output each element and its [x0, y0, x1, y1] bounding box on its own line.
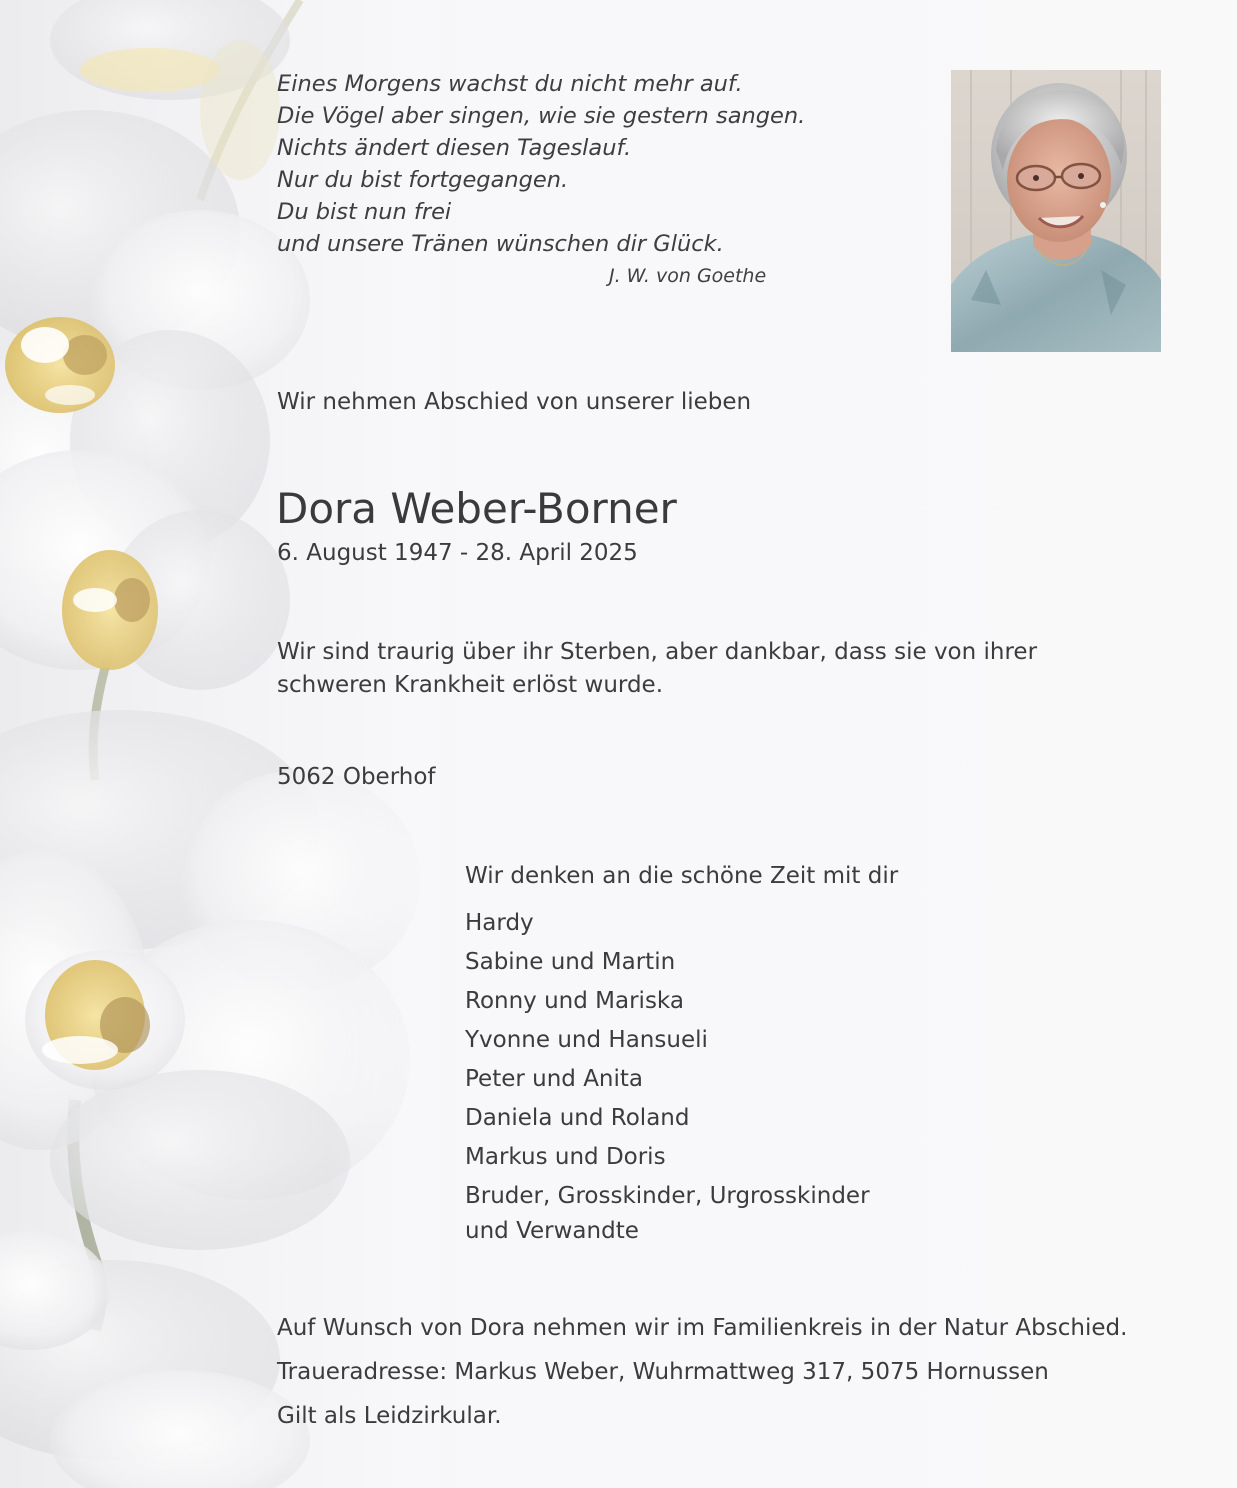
- poem-line: Nur du bist fortgegangen.: [277, 167, 569, 193]
- mourner-name: Yvonne und Hansueli: [465, 1027, 708, 1053]
- life-dates: 6. August 1947 - 28. April 2025: [277, 540, 638, 566]
- mourner-name: Sabine und Martin: [465, 949, 676, 975]
- statement-line: Wir sind traurig über ihr Sterben, aber dankbar, dass sie von ihrer: [277, 639, 1038, 665]
- mourner-name: Hardy: [465, 910, 534, 936]
- mourner-name: Daniela und Roland: [465, 1105, 690, 1131]
- statement: [277, 636, 1037, 702]
- mourner-name: Peter und Anita: [465, 1066, 644, 1092]
- mourning-address: Traueradresse: Markus Weber, Wuhrmattweg 317, 5075 Hornussen: [277, 1359, 1049, 1385]
- poem-line: Die Vögel aber singen, wie sie gestern sangen.: [277, 103, 806, 129]
- circular-note: Gilt als Leidzirkular.: [277, 1403, 502, 1429]
- mourners-list: [465, 860, 898, 1247]
- deceased-name: Dora Weber-Borner: [276, 484, 677, 533]
- mourner-name: Ronny und Mariska: [465, 988, 684, 1014]
- poem-line: Nichts ändert diesen Tageslauf.: [277, 135, 632, 161]
- farewell-note: Auf Wunsch von Dora nehmen wir im Familienkreis in der Natur Abschied.: [277, 1315, 1128, 1341]
- statement-line: schweren Krankheit erlöst wurde.: [277, 672, 664, 698]
- poem-line: und unsere Tränen wünschen dir Glück.: [277, 231, 724, 257]
- place: 5062 Oberhof: [277, 764, 436, 790]
- poem-line: Du bist nun frei: [277, 199, 452, 225]
- poem-author: J. W. von Goethe: [609, 265, 767, 287]
- mourners-lead: Wir denken an die schöne Zeit mit dir: [465, 863, 899, 889]
- portrait-photo: [951, 70, 1161, 352]
- poem: [277, 68, 805, 260]
- portrait-illustration: [951, 70, 1161, 352]
- relatives-line: Bruder, Grosskinder, Urgrosskinder: [465, 1183, 870, 1209]
- poem-line: Eines Morgens wachst du nicht mehr auf.: [277, 71, 743, 97]
- footer: [277, 1306, 1127, 1438]
- intro-text: Wir nehmen Abschied von unserer lieben: [277, 389, 752, 415]
- relatives-line: und Verwandte: [465, 1218, 639, 1244]
- mourner-name: Markus und Doris: [465, 1144, 666, 1170]
